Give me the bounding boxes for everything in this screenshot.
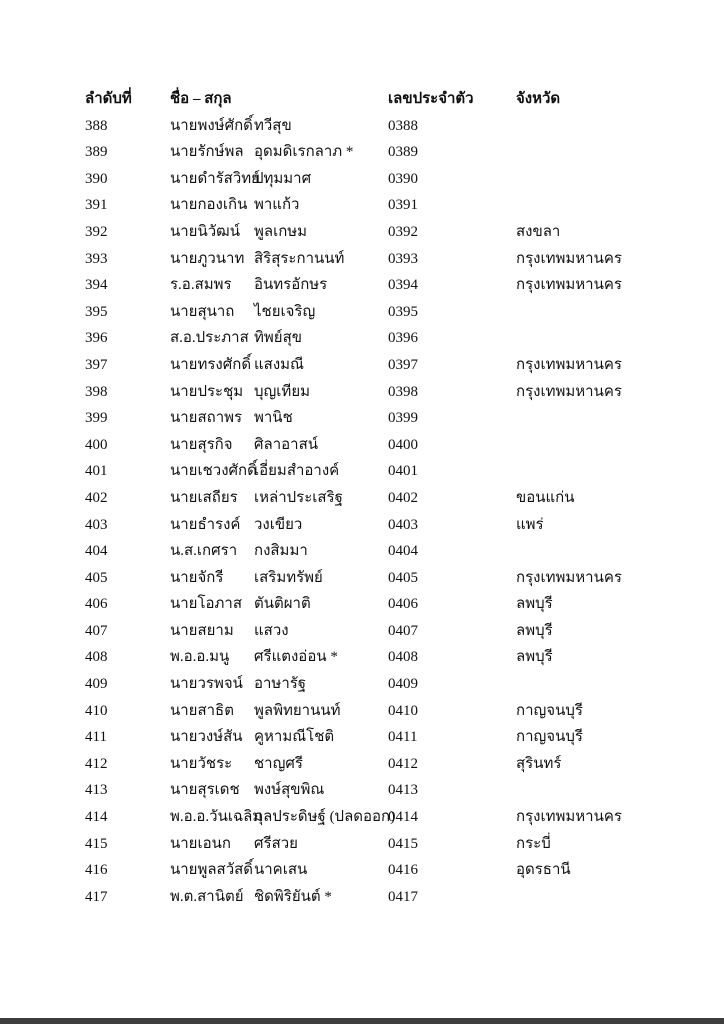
province: กรุงเทพมหานคร bbox=[516, 383, 622, 400]
row-number: 401 bbox=[85, 463, 108, 480]
last-name: เสริมทรัพย์ bbox=[254, 569, 323, 586]
last-name: ศรีสวย bbox=[254, 835, 298, 852]
header-name: ชื่อ – สกุล bbox=[170, 91, 232, 107]
first-name: นายทรงศักดิ์ bbox=[170, 356, 252, 373]
province bbox=[516, 458, 641, 485]
last-name: บุญเทียม bbox=[254, 383, 310, 400]
row-number: 394 bbox=[85, 277, 108, 294]
id-number: 0406 bbox=[388, 596, 418, 613]
row-number: 410 bbox=[85, 702, 108, 719]
id-number: 0413 bbox=[388, 782, 418, 799]
last-name: ทวีสุข bbox=[254, 117, 292, 134]
row-number: 416 bbox=[85, 862, 108, 879]
province: แพร่ bbox=[516, 516, 544, 533]
last-name: พูลเกษม bbox=[254, 223, 308, 240]
id-number: 0411 bbox=[388, 729, 418, 746]
row-number: 414 bbox=[85, 809, 108, 826]
id-number: 0398 bbox=[388, 383, 418, 400]
row-number: 391 bbox=[85, 197, 108, 214]
last-name: เหล่าประเสริฐ bbox=[254, 489, 343, 506]
page-bottom-edge bbox=[0, 1018, 724, 1024]
table-row bbox=[85, 724, 641, 751]
last-name: ทิพย์สุข bbox=[254, 330, 302, 347]
row-number: 415 bbox=[85, 835, 108, 852]
id-number: 0407 bbox=[388, 622, 418, 639]
table-row bbox=[85, 139, 641, 166]
last-name: อินทรอักษร bbox=[254, 277, 328, 294]
id-number: 0417 bbox=[388, 888, 418, 905]
province: กาญจนบุรี bbox=[516, 702, 583, 719]
last-name: พงษ์สุขพิณ bbox=[254, 782, 325, 799]
first-name: นายวรพจน์ bbox=[170, 676, 243, 693]
first-name: นายกองเกิน bbox=[170, 197, 248, 214]
province bbox=[516, 325, 641, 352]
first-name: ส.อ.ประภาส bbox=[170, 330, 249, 347]
id-number: 0391 bbox=[388, 197, 418, 214]
first-name: นายวัชระ bbox=[170, 755, 233, 772]
id-number: 0395 bbox=[388, 303, 418, 320]
table-row bbox=[85, 777, 641, 804]
last-name: แสวง bbox=[254, 622, 289, 639]
table-row bbox=[85, 512, 641, 539]
row-number: 390 bbox=[85, 170, 108, 187]
table-row bbox=[85, 432, 641, 459]
province bbox=[516, 432, 641, 459]
header-province: จังหวัด bbox=[516, 91, 561, 107]
province: สงขลา bbox=[516, 223, 561, 240]
last-name: วงเขียว bbox=[254, 516, 303, 533]
id-number: 0388 bbox=[388, 117, 418, 134]
row-number: 395 bbox=[85, 303, 108, 320]
first-name: นายสถาพร bbox=[170, 410, 243, 427]
roster-content bbox=[85, 86, 641, 910]
table-row bbox=[85, 166, 641, 193]
last-name: พูลพิทยานนท์ bbox=[254, 702, 341, 719]
first-name: นายโอภาส bbox=[170, 596, 242, 613]
table-row bbox=[85, 671, 641, 698]
first-name: นายสุนาถ bbox=[170, 303, 235, 320]
row-number: 402 bbox=[85, 489, 108, 506]
table-row bbox=[85, 299, 641, 326]
row-number: 406 bbox=[85, 596, 108, 613]
last-name: กงสิมมา bbox=[254, 543, 308, 560]
first-name: นายสุรกิจ bbox=[170, 436, 233, 453]
table-row bbox=[85, 857, 641, 884]
table-row bbox=[85, 698, 641, 725]
row-number: 404 bbox=[85, 543, 108, 560]
province: อุดรธานี bbox=[516, 862, 571, 879]
table-row bbox=[85, 751, 641, 778]
last-name: ไชยเจริญ bbox=[254, 303, 316, 320]
province bbox=[516, 538, 641, 565]
header-id: เลขประจำตัว bbox=[388, 91, 474, 107]
first-name: พ.อ.อ.วันเฉลิม bbox=[170, 809, 263, 826]
last-name: กุลประดิษฐ์ (ปลดออก) bbox=[254, 809, 396, 826]
last-name: พานิช bbox=[254, 410, 293, 427]
province: กาญจนบุรี bbox=[516, 729, 583, 746]
table-row bbox=[85, 325, 641, 352]
last-name: ชาญศรี bbox=[254, 755, 303, 772]
row-number: 417 bbox=[85, 888, 108, 905]
first-name: นายรักษ์พล bbox=[170, 144, 244, 161]
id-number: 0409 bbox=[388, 676, 418, 693]
table-row bbox=[85, 565, 641, 592]
province bbox=[516, 671, 641, 698]
first-name: นายสยาม bbox=[170, 622, 234, 639]
row-number: 408 bbox=[85, 649, 108, 666]
id-number: 0389 bbox=[388, 144, 418, 161]
first-name: พ.อ.อ.มนู bbox=[170, 649, 230, 666]
table-row bbox=[85, 352, 641, 379]
province: สุรินทร์ bbox=[516, 755, 562, 772]
first-name: นายสุรเดช bbox=[170, 782, 240, 799]
table-row bbox=[85, 272, 641, 299]
last-name: สิริสุระกานนท์ bbox=[254, 250, 345, 267]
header-no: ลำดับที่ bbox=[85, 91, 132, 107]
first-name: ร.อ.สมพร bbox=[170, 277, 232, 294]
last-name: พาแก้ว bbox=[254, 197, 300, 214]
first-name: นายภูวนาท bbox=[170, 250, 245, 267]
province: กรุงเทพมหานคร bbox=[516, 250, 622, 267]
last-name: เอี่ยมสำอางค์ bbox=[254, 463, 340, 480]
id-number: 0410 bbox=[388, 702, 418, 719]
province: กรุงเทพมหานคร bbox=[516, 356, 622, 373]
row-number: 412 bbox=[85, 755, 108, 772]
province bbox=[516, 884, 641, 911]
row-number: 400 bbox=[85, 436, 108, 453]
id-number: 0408 bbox=[388, 649, 418, 666]
province bbox=[516, 139, 641, 166]
province bbox=[516, 192, 641, 219]
table-row bbox=[85, 804, 641, 831]
last-name: ปทุมมาศ bbox=[254, 170, 312, 187]
first-name: นายเอนก bbox=[170, 835, 231, 852]
first-name: นายสาธิต bbox=[170, 702, 234, 719]
row-number: 397 bbox=[85, 356, 108, 373]
table-row bbox=[85, 831, 641, 858]
last-name: อุดมดิเรกลาภ * bbox=[254, 144, 354, 161]
last-name: ตันติผาติ bbox=[254, 596, 311, 613]
table-row bbox=[85, 485, 641, 512]
table-row bbox=[85, 591, 641, 618]
province bbox=[516, 777, 641, 804]
row-number: 398 bbox=[85, 383, 108, 400]
table-row bbox=[85, 192, 641, 219]
province bbox=[516, 166, 641, 193]
table-row bbox=[85, 113, 641, 140]
row-number: 403 bbox=[85, 516, 108, 533]
first-name: นายนิวัฒน์ bbox=[170, 223, 240, 240]
id-number: 0402 bbox=[388, 489, 418, 506]
province: กรุงเทพมหานคร bbox=[516, 809, 622, 826]
province bbox=[516, 299, 641, 326]
id-number: 0396 bbox=[388, 330, 418, 347]
last-name: อาษารัฐ bbox=[254, 676, 307, 693]
id-number: 0405 bbox=[388, 569, 418, 586]
table-row bbox=[85, 379, 641, 406]
row-number: 393 bbox=[85, 250, 108, 267]
first-name: นายวงษ์สัน bbox=[170, 729, 243, 746]
id-number: 0412 bbox=[388, 755, 418, 772]
first-name: นายพูลสวัสดิ์ bbox=[170, 862, 254, 879]
first-name: นายเชวงศักดิ์ bbox=[170, 463, 257, 480]
row-number: 413 bbox=[85, 782, 108, 799]
last-name: ศิลาอาสน์ bbox=[254, 436, 318, 453]
table-row bbox=[85, 219, 641, 246]
province: ลพบุรี bbox=[516, 649, 553, 666]
last-name: แสงมณี bbox=[254, 356, 304, 373]
last-name: ชิดพิริยันต์ * bbox=[254, 888, 332, 905]
id-number: 0400 bbox=[388, 436, 418, 453]
row-number: 411 bbox=[85, 729, 107, 746]
id-number: 0415 bbox=[388, 835, 418, 852]
row-number: 407 bbox=[85, 622, 108, 639]
row-number: 405 bbox=[85, 569, 108, 586]
table-row bbox=[85, 618, 641, 645]
id-number: 0399 bbox=[388, 410, 418, 427]
first-name: นายดำรัสวิทย์ bbox=[170, 170, 260, 187]
table-body bbox=[85, 113, 641, 911]
province: ขอนแก่น bbox=[516, 489, 575, 506]
id-number: 0390 bbox=[388, 170, 418, 187]
first-name: นายเสถียร bbox=[170, 489, 238, 506]
table-row bbox=[85, 405, 641, 432]
row-number: 396 bbox=[85, 330, 108, 347]
id-number: 0393 bbox=[388, 250, 418, 267]
last-name: ศรีแตงอ่อน * bbox=[254, 649, 338, 666]
id-number: 0397 bbox=[388, 356, 418, 373]
first-name: นายจักรี bbox=[170, 569, 224, 586]
first-name: พ.ต.สานิตย์ bbox=[170, 888, 244, 905]
table-header bbox=[85, 86, 641, 113]
last-name: คูหามณีโชติ bbox=[254, 729, 335, 746]
province: กรุงเทพมหานคร bbox=[516, 569, 622, 586]
first-name: น.ส.เกศรา bbox=[170, 543, 238, 560]
id-number: 0401 bbox=[388, 463, 418, 480]
province bbox=[516, 405, 641, 432]
id-number: 0404 bbox=[388, 543, 418, 560]
province: ลพบุรี bbox=[516, 622, 553, 639]
id-number: 0394 bbox=[388, 277, 418, 294]
row-number: 409 bbox=[85, 676, 108, 693]
roster-table bbox=[85, 86, 641, 910]
first-name: นายพงษ์ศักดิ์ bbox=[170, 117, 253, 134]
id-number: 0403 bbox=[388, 516, 418, 533]
province: ลพบุรี bbox=[516, 596, 553, 613]
header-row bbox=[85, 86, 641, 113]
table-row bbox=[85, 538, 641, 565]
first-name: นายประชุม bbox=[170, 383, 244, 400]
first-name: นายธำรงค์ bbox=[170, 516, 241, 533]
id-number: 0414 bbox=[388, 809, 418, 826]
row-number: 389 bbox=[85, 144, 108, 161]
row-number: 399 bbox=[85, 410, 108, 427]
table-row bbox=[85, 644, 641, 671]
id-number: 0392 bbox=[388, 223, 418, 240]
province bbox=[516, 113, 641, 140]
row-number: 388 bbox=[85, 117, 108, 134]
province: กรุงเทพมหานคร bbox=[516, 277, 622, 294]
table-row bbox=[85, 884, 641, 911]
id-number: 0416 bbox=[388, 862, 418, 879]
province: กระบี่ bbox=[516, 835, 551, 852]
table-row bbox=[85, 246, 641, 273]
last-name: นาคเสน bbox=[254, 862, 308, 879]
row-number: 392 bbox=[85, 223, 108, 240]
table-row bbox=[85, 458, 641, 485]
